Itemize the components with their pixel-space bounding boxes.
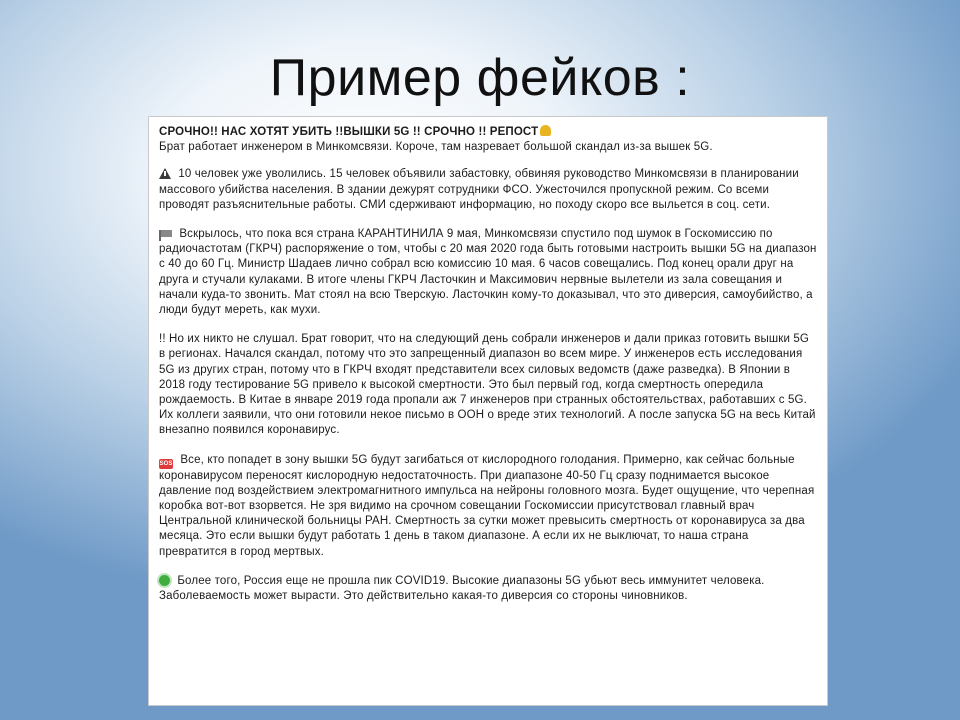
post-paragraph xyxy=(159,167,817,213)
post-paragraph-text: 10 человек уже уволились. 15 человек объявили забастовку, обвиняя руководство Минкомсвязи в планировании массового убийства населения. В здании дежурят сотрудники ФСО. Ужесточился пропускной режим. Со всеми проводят разъяснительные работы. СМИ сдерживают информацию, но походу скоро все выльется в соц. сети. xyxy=(159,168,799,211)
post-paragraph-text: Более того, Россия еще не прошла пик COVID19. Высокие диапазоны 5G убьют весь иммунитет человека. Заболеваемость может вырасти. Это действительно какая-то диверсия со стороны чиновников. xyxy=(159,574,765,603)
microbe-icon xyxy=(159,575,170,586)
post-paragraph xyxy=(159,453,817,560)
post-paragraph-text: Все, кто попадет в зону вышки 5G будут загибаться от кислородного голодания. Примерно, как сейчас больные коронавирусом переносят кислородную недостаточность. При диапазоне 40-50 Гц сразу поднимается высокое давление под воздействием электромагнитного импульса на нейроны головного мозга. Будет ощущение, что черепная коробка вот-вот взорвется. Не зря видимо на срочном совещании Госкомиссии присутствовал главный врач Центральной клинической больницы РАН. Смертность за сутки может превысить смертность от коронавируса за два месяца. Это если вышки будут работать 1 день в таком диапазоне. А если их не выключат, то наша страна превратится в город мертвых. xyxy=(159,453,815,558)
post-paragraph-text: !! Но их никто не слушал. Брат говорит, что на следующий день собрали инженеров и дали приказ готовить вышки 5G в регионах. Начался скандал, потому что это запрещенный диапазон во всем мире. У инженеров есть исследования 5G из других стран, потому что в ГКРЧ входят представители всех силовых ведомств (даже разведка). В Японии в 2018 году тестирование 5G привело к высокой смертности. Это был первый год, когда смертность опередила рождаемость. В Китае в январе 2019 года пропали аж 7 инженеров при странных обстоятельствах, работавших с 5G. Их коллеги заявили, что они готовили некое письмо в ООН о вреде этих технологий. А после запуска 5G на весь Китай внезапно появился коронавирус. xyxy=(159,333,816,437)
post-headline: СРОЧНО!! НАС ХОТЯТ УБИТЬ !!ВЫШКИ 5G !! СРОЧНО !! РЕПОСТ xyxy=(159,126,539,138)
post-intro-text: Брат работает инженером в Минкомсвязи. Короче, там назревает большой скандал из-за вышек 5G. xyxy=(159,141,713,154)
slide-title: Пример фейков : xyxy=(269,49,691,107)
post-paragraph xyxy=(159,332,817,438)
post-paragraph xyxy=(159,574,817,604)
fake-post-screenshot xyxy=(148,116,828,706)
flag-icon xyxy=(159,230,172,239)
bell-icon xyxy=(540,125,551,136)
post-intro xyxy=(159,125,817,155)
sos-icon: SOS xyxy=(159,460,173,467)
post-paragraph-text: Вскрылось, что пока вся страна КАРАНТИНИЛА 9 мая, Минкомсвязи спустило под шумок в Госкомиссию по радиочастотам (ГКРЧ) распоряжение о том, чтобы с 20 мая 2020 года быть готовыми настроить вышки 5G на диапазон с 40 до 60 Гц. Министр Шадаев лично собрал всю комиссию 10 мая. 6 часов совещались. Под конец орали друг на друга и стучали кулаками. В итоге члены ГКРЧ Ласточкин и Максимович нервные вылетели из зала совещания и начали куда-то звонить. Мат стоял на всю Тверскую. Ласточкин кому-то доказывал, что это диверсия, самоубийство, а люди будут мереть, как мухи. xyxy=(159,228,817,317)
post-paragraph xyxy=(159,227,817,318)
warning-icon xyxy=(159,168,171,179)
